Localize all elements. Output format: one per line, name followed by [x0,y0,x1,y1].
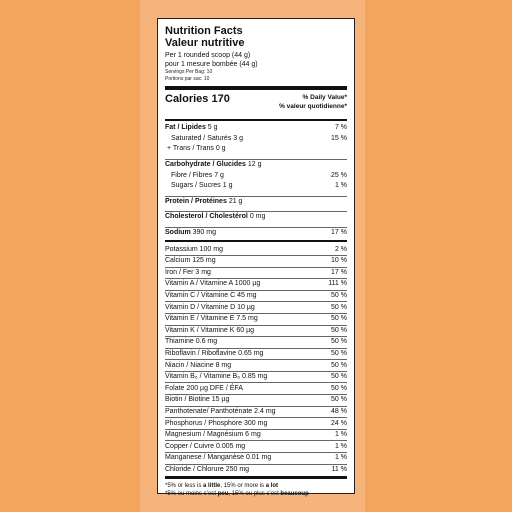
nutrient-dv: 15 % [331,134,347,142]
title-english: Nutrition Facts [165,25,243,37]
nutrient-name: Calcium [165,257,191,265]
nutrient-row-sugars [165,181,347,192]
nutrient-amount: 0 mg [249,213,266,221]
nutrient-dv: 50 % [331,326,347,334]
nutrient-name: Magnesium / Magnésium [165,431,244,439]
nutrient-amount: 21 g [228,197,243,205]
daily-value-header [279,93,347,111]
calories-row [165,93,347,117]
nutrient-dv: 50 % [331,303,347,311]
nutrient-name: Potassium [165,245,198,253]
nutrient-amount: 6 mg [245,431,261,439]
nutrient-dv: 1 % [334,431,347,439]
nutrient-name: Manganese / Manganèse [165,454,244,462]
nutrition-facts-label [157,18,355,498]
nutrient-amount: 7 g [214,171,224,179]
micronutrient-list [165,244,347,475]
nutrient-amount: 7.5 mg [236,315,258,323]
micronutrient-row [165,464,347,476]
nutrient-name: Biotin / Biotine [165,396,210,404]
nutrient-dv: 2 % [334,245,347,253]
nutrient-name: Sodium [165,229,191,237]
nutrient-dv: 50 % [331,292,347,300]
nutrient-amount: 390 mg [192,229,216,237]
daily-value-header-french: % valeur quotidienne* [279,103,347,110]
nutrient-name: Niacin / Niacine [165,361,214,369]
nutrient-amount: 2.4 mg [254,407,276,415]
divider-thick [165,476,347,479]
nutrient-name: Vitamin B₆ / Vitamine B₆ [165,373,241,381]
nutrient-name: Fibre / Fibres [171,171,213,179]
micronutrient-row [165,429,347,441]
nutrient-row-fat [165,123,347,134]
nutrient-name: Copper / Cuivre [165,442,215,450]
nutrient-amount: 15 µg [211,396,230,404]
nutrient-amount: 10 µg [237,303,255,311]
nutrient-amount: 0.005 mg [215,442,246,450]
daily-value-header-english: % Daily Value* [302,94,347,101]
micronutrient-row [165,417,347,429]
footnote-english: *5% or less is a little, 15% or more is a lot [165,483,279,490]
servings-per-bag-english: Servings Per Bag: 10 [165,69,213,75]
nutrient-dv: 1 % [334,454,347,462]
nutrient-name: Vitamin A / Vitamine A [165,280,233,288]
micronutrient-row [165,371,347,383]
nutrient-name: Iron / Fer [165,268,194,276]
footnote-french: *5% ou moins c’est peu, 15% ou plus c’est beaucoup [165,491,309,498]
nutrient-dv: 50 % [331,384,347,392]
serving-size-english: Per 1 rounded scoop (44 g) [165,52,251,59]
nutrient-row-fibre [165,170,347,181]
nutrient-amount: 45 mg [237,292,257,300]
nutrient-name: + Trans / Trans [167,145,214,153]
micronutrient-row [165,440,347,452]
nutrient-name: Vitamin E / Vitamine E [165,315,235,323]
nutrient-amount: 8 mg [215,361,232,369]
micronutrient-row [165,406,347,418]
micronutrient-row [165,255,347,267]
nutrient-row-cholesterol [165,211,347,223]
nutrient-name: Riboflavin / Riboflavine [165,349,237,357]
nutrient-amount: 0.65 mg [238,349,264,357]
nutrient-amount: 0 g [215,145,226,153]
nutrient-amount: 1 g [222,182,233,190]
nutrient-dv: 50 % [331,361,347,369]
nutrient-dv: 50 % [331,373,347,381]
nutrient-row-sodium [165,227,347,239]
divider-thick [165,86,347,90]
nutrient-name: Chloride / Chlorure [165,465,224,473]
nutrient-amount: 12 g [247,161,262,169]
nutrient-name: Vitamin D / Vitamine D [165,303,236,311]
nutrient-dv: 10 % [331,257,347,265]
nutrient-dv: 1 % [334,442,347,450]
micronutrient-row [165,336,347,348]
nutrient-dv: 111 % [328,280,347,288]
micronutrient-row [165,325,347,337]
nutrient-name: Vitamin C / Vitamine C [165,292,236,300]
nutrient-name: Protein / Protéines [165,197,227,205]
nutrient-dv: 24 % [331,419,347,427]
nutrient-dv: 17 % [331,268,347,276]
nutrient-dv: 25 % [331,171,347,179]
nutrient-name: Sugars / Sucres [171,182,221,190]
nutrient-dv: 50 % [331,396,347,404]
nutrient-row-protein [165,196,347,208]
micronutrient-row [165,394,347,406]
nutrient-amount: 0.6 mg [195,338,218,346]
nutrient-amount: 3 g [233,134,244,142]
nutrient-name: Panthotenate/ Panthoténate [165,407,253,415]
nutrient-dv: 48 % [331,407,347,415]
title-french: Valeur nutritive [165,37,245,49]
servings-per-bag-french: Portions par sac: 10 [165,76,210,82]
nutrient-amount: 200 µg DFE / ÉFA [186,384,243,392]
micronutrient-row [165,244,347,255]
micronutrient-row [165,348,347,360]
nutrient-dv: 50 % [331,315,347,323]
serving-size-french: pour 1 mesure bombée (44 g) [165,61,258,68]
micronutrient-row [165,313,347,325]
nutrient-dv: 1 % [334,182,347,190]
nutrient-amount: 250 mg [225,465,250,473]
nutrient-name: Fat / Lipides [165,124,206,132]
nutrient-row-saturated [165,134,347,145]
nutrient-amount: 5 g [207,124,218,132]
nutrient-name: Vitamin K / Vitamine K [165,326,235,334]
nutrient-name: Folate [165,384,185,392]
micronutrient-row [165,382,347,394]
nutrient-dv: 11 % [331,465,347,473]
micronutrient-row [165,290,347,302]
nutrient-dv: 50 % [331,349,347,357]
nutrient-amount: 100 mg [199,245,223,253]
nutrient-amount: 60 µg [236,326,255,334]
divider-medium [165,240,347,242]
nutrient-amount: 0.85 mg [241,373,268,381]
micronutrient-row [165,452,347,464]
nutrient-row-trans [165,144,347,155]
footnote [165,482,347,498]
nutrient-name: Carbohydrate / Glucides [165,161,246,169]
nutrient-name: Thiamine [165,338,194,346]
nutrient-amount: 125 mg [192,257,216,265]
nutrient-amount: 3 mg [195,268,211,276]
micronutrient-row [165,267,347,279]
micronutrient-row [165,278,347,290]
nutrient-dv: 7 % [334,124,347,132]
nutrient-amount: 300 mg [244,419,268,427]
calories-value: Calories 170 [165,93,230,105]
divider-medium [165,119,347,121]
nutrient-dv: 17 % [331,229,347,237]
nutrient-amount: 1000 µg [234,280,261,288]
micronutrient-row [165,359,347,371]
nutrient-amount: 0.01 mg [245,454,272,462]
micronutrient-row [165,301,347,313]
nutrient-name: Phosphorus / Phosphore [165,419,243,427]
nutrient-name: Saturated / Saturés [171,134,232,142]
nutrient-dv: 50 % [331,338,347,346]
nutrient-row-carbohydrate [165,159,347,171]
nutrient-name: Cholesterol / Cholestérol [165,213,248,221]
